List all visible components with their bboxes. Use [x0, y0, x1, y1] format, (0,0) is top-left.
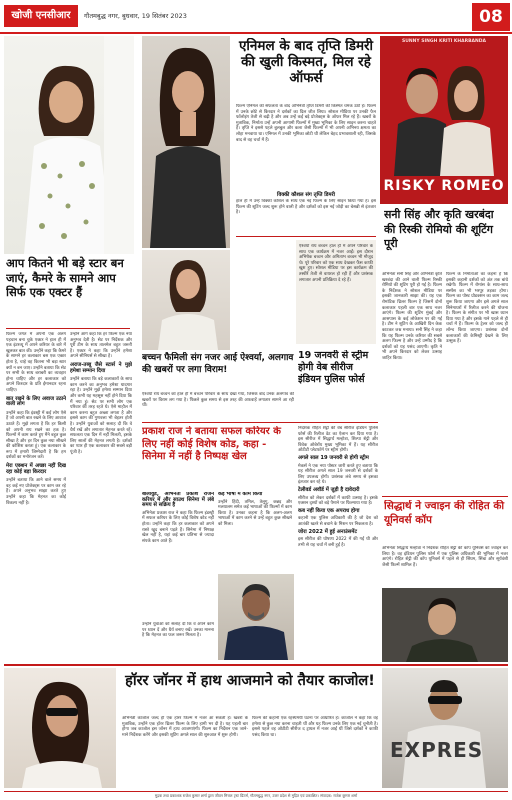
aishwarya-photo — [142, 250, 230, 350]
tripti-body: फिल्म एनिमल की सफलता के बाद अभिनेत्री तृप्ति डिमरी की किस्मत चमक उठी है। फिल्म में उनके छोटे से किरदार ने दर्शकों का दिल जीत लिया। सोशल मीडिया पर उनकी फैन फॉलोइंग तेजी से बढ़ी है और अब उन्हें कई बड़े प्रोजेक्ट्स के ऑफर मिल रहे हैं। खबरों के मुताबिक, निर्माता उन्हें अपनी आगामी फिल्मों में मुख्य भूमिका के लिए साइन करना चाहते हैं। तृप्ति ने इससे पहले बुलबुल और कला जैसी फिल्मों में भी अपनी अभिनय क्षमता का लोहा मनवाया था। एनिमल में उनकी भूमिका छोटी थी लेकिन बेहद प्रभावशाली रही, जिसके बाद से वह चर्चा में हैं। — [236, 104, 376, 143]
bachchan-body: ऐश्वर्या राय बच्चन को हाल ही में बच्चन परिवार के साथ देखा गया, जिसके बाद उनके अलगाव की खबरों पर विराम लग गया है। पिछले कुछ समय से इस तरह की अफवाहें लगातार सामने आ रही थीं। — [142, 392, 294, 409]
prakash-subhead-1: बॉलीवुड, अभिनेता प्रकाश राजने करियर में और साउथ सिनेमा में लंबे समय से सक्रिय है — [142, 492, 214, 509]
series-body: निर्देशक रोहित शेट्टी की वेब सीरीज इंडियन पुलिस फोर्स की रिलीज डेट का ऐलान कर दिया गया है। इस सीरीज में सिद्धार्थ मल्होत्रा, शिल्पा शेट्टी और विवेक ओबेरॉय मुख्य भूमिका में हैं। यह सीरीज ओटीटी प्लेटफॉर्म पर स्ट्रीम होगी। अगले साल 19 जनवरी से होगी स्ट्रीम मेकर्स ने एक नया पोस्टर जारी करते हुए बताया कि यह सीरीज अगले साल 19 जनवरी से दर्शकों के लिए उपलब्ध होगी। प्रशंसक लंबे समय से इसका इंतजार कर रहे थे। टेलीवर्ड अवॉर्ड में जुड़ी है दावेदारी सीरीज को लेकर दर्शकों में काफी उत्साह है। इसके एक्शन दृश्यों को बड़े पैमाने पर फिल्माया गया है। कब नहीं किया एक अपराध होगा कहानी एक पुलिस अधिकारी की है जो देश को आतंकी खतरे से बचाने के मिशन पर निकलता है। जोरा 2022 में हुई अनाउंसमेंट इस सीरीज की घोषणा 2022 में की गई थी और तभी से यह चर्चा में बनी हुई है। — [298, 426, 378, 548]
siddharth-headline: सिद्धार्थ ने ज्वाइन की रोहित की यूनिवर्स कॉप — [384, 500, 505, 526]
series-subhead-4: जोरा 2022 में हुई अनाउंसमेंट — [298, 528, 357, 535]
divider — [142, 422, 378, 423]
film-still-text: EXPRES — [390, 738, 484, 762]
siddharth-body: अभिनेता सिद्धार्थ मल्होत्रा ने निर्देशक रोहित शेट्टी की कॉप यूनिवर्स को ज्वाइन कर लिया है। वह इंडियन पुलिस फोर्स में एक पुलिस अधिकारी की भूमिका में नजर आएंगे। रोहित शेट्टी की कॉप यूनिवर्स में पहले से ही सिंघम, सिंबा और सूर्यवंशी जैसी फिल्में शामिल हैं। — [382, 546, 508, 568]
left-body-col2: उन्होंने आगे कहा कि हर फिल्म एक नया अनुभव देती है। सेट पर निर्देशक और पूरी टीम के साथ तालमेल बहुत जरूरी है। एक्टर ने कहा कि उन्होंने हमेशा अपने सीनियर्स से सीखा है। अराज-तब्बू जैसे स्टार्स ने मुझे हमेशा सम्मान दिया उन्होंने बताया कि बड़े कलाकारों के साथ काम करने का अनुभव हमेशा यादगार रहा है। उन्होंने मुझे हमेशा सम्मान दिया और कभी यह महसूस नहीं होने दिया कि मैं नया हूं। सेट पर सभी लोग एक परिवार की तरह रहते थे। ऐसे माहौल में काम करना बहुत अच्छा लगता है और इससे काम की गुणवत्ता भी बेहतर होती है। उन्होंने युवाओं को सलाह दी कि वे धैर्य रखें और लगातार मेहनत करते रहें। सफलता एक दिन में नहीं मिलती, इसके लिए सालों की मेहनत लगती है। दर्शकों का प्यार ही एक कलाकार की सबसे बड़ी पूंजी है। — [70, 332, 132, 455]
divider — [382, 496, 508, 497]
left-subhead-2: अराज-तब्बू जैसे स्टार्स ने मुझे हमेशा सम्मान दिया — [70, 361, 132, 374]
risky-body-col2: फिल्म के निर्माताओं का कहना है कि इसकी कहानी दर्शकों को अंत तक बांधे रखेगी। फिल्म में रोमांस के साथ-साथ सस्पेंस का भी भरपूर तड़का होगा। फिल्म का पोस्ट प्रोडक्शन का काम जल्द शुरू किया जाएगा और इसे अगले साल सिनेमाघरों में रिलीज करने की योजना है। फिल्म के संगीत पर भी खास ध्यान दिया गया है और इसके गाने पहले से ही चर्चा में हैं। फिल्म के ट्रेलर को जल्द ही लॉन्च किया जाएगा। प्रशंसक दोनों कलाकारों की केमिस्ट्री देखने के लिए उत्सुक हैं। — [446, 272, 508, 345]
risky-body-col1: अभिनेता सनी सिंह और अभिनेत्री कृति खरबंदा की आने वाली फिल्म रिस्की रोमियो की शूटिंग पूरी हो गई है। फिल्म के निर्देशक ने सोशल मीडिया पर इसकी जानकारी साझा की। यह एक रोमांटिक थ्रिलर फिल्म है जिसमें दोनों कलाकार पहली बार एक साथ नजर आएंगे। फिल्म की शूटिंग मुंबई और आसपास के कई लोकेशन पर की गई है। टीम ने शूटिंग के आखिरी दिन केक काटकर जश्न मनाया। सनी सिंह ने कहा कि यह फिल्म उनके करियर की सबसे अलग फिल्म है और उन्हें उम्मीद है कि दर्शकों को यह पसंद आएगी। कृति ने भी अपने किरदार को लेकर उत्साह जाहिर किया। — [382, 272, 442, 361]
left-subhead-3: मेरा एक्शन में अच्छा नहीं दिख रहा कोई बड़ा किरदार — [6, 463, 66, 475]
tripti-photo — [142, 36, 230, 248]
prakash-raj-photo — [218, 574, 294, 660]
footer-imprint: मुद्रक तथा प्रकाशक राजेश कुमार शर्मा द्वारा जीवन मित्तल ट्रस्ट प्रिंटर्स, गौतमबुद्ध नगर, उत्तर प्रदेश से मुद्रित एवं प्रकाशित। संपादक: राजेश कुमार शर्मा — [4, 791, 508, 799]
series-subhead-3: कब नहीं किया एक अपराध होगा — [298, 507, 360, 514]
poster-cast-names: SUNNY SINGH KRITI KHARBANDA — [402, 39, 486, 44]
prakash-body-col2: कई भाषा में काम किया उन्होंने हिंदी, तमिल, तेलुगु, कन्नड़ और मलयालम समेत कई भाषाओं की फिल्मों में काम किया है। उनका कहना है कि अलग-अलग भाषाओं में काम करने से उन्हें बहुत कुछ सीखने को मिला। — [218, 492, 292, 527]
prakash-subhead-2: कई भाषा में काम किया — [218, 492, 263, 497]
page-number: 08 — [472, 3, 510, 31]
prakash-body-col1: बॉलीवुड, अभिनेता प्रकाश राजने करियर में और साउथ सिनेमा में लंबे समय से सक्रिय है अभिनेता प्रकाश राज ने कहा कि फिल्म इंडस्ट्री में सफल करियर के लिए कोई विशेष कोड नहीं होता। उन्होंने कहा कि हर कलाकार को अपने रास्ते खुद बनाने पड़ते हैं। सिनेमा में निष्पक्ष खेल नहीं है, यहां कई बार प्रतिभा से ज्यादा संपर्क काम आते हैं। — [142, 492, 214, 544]
left-body-col1: फिल्म जगत में अपनी एक अलग पहचान बना चुके एक्टर ने हाल ही में एक इंटरव्यू में अपने करियर के बारे में खुलकर बात की। उन्होंने कहा कि कैमरे के सामने हर कलाकार बस एक एक्टर होता है, चाहे वह कितना भी बड़ा स्टार क्यों न बन जाए। उन्होंने बताया कि सेट पर सभी के साथ बराबरी का व्यवहार होना चाहिए और हर कलाकार को अपने किरदार के प्रति ईमानदार रहना चाहिए। बात रखने के लिए अवाज उठाने वाली लोग उन्होंने कहा कि इंडस्ट्री में कई लोग ऐसे हैं जो अपनी बात रखने के लिए आवाज उठाते हैं। मुझे लगता है कि हर किसी को अपनी राय रखने का हक है। फिल्मों में काम करते हुए मैंने बहुत कुछ सीखा है और हर दिन कुछ नया सीखने की कोशिश करता हूं। एक कलाकार के रूप में हमारी जिम्मेदारी है कि हम दर्शकों का मनोरंजन करें। मेरा एक्शन में अच्छा नहीं दिख रहा कोई बड़ा किरदार उन्होंने बताया कि आने वाले समय में वह कई नए प्रोजेक्ट्स पर काम कर रहे हैं। अपने अनुभव साझा करते हुए उन्होंने कहा कि मेहनत का कोई विकल्प नहीं है। — [6, 332, 66, 506]
poster-title: RISKY ROMEO — [383, 178, 505, 194]
prakash-body-col3: उन्होंने युवाओं को सलाह दी कि वे अपने काम पर ध्यान दें और धैर्य बनाए रखें। उनका मानना है कि मेहनत का फल जरूर मिलता है। — [142, 622, 214, 639]
divider — [4, 664, 508, 666]
divider — [236, 236, 376, 237]
risky-romeo-headline: सनी सिंह और कृति खरबंदा की रिस्की रोमियो की शूटिंग पूरी — [384, 208, 494, 250]
prakash-headline: प्रकाश राज ने बताया सफल करियर के लिए नहीं कोई विशेष कोड, कहा - सिनेमा में नहीं है निष्पक्ष खेल — [142, 426, 281, 462]
tripti-body-2: हाल ही में उन्हें विक्की कौशल के साथ एक नई फिल्म के लिए साइन किया गया है। इस फिल्म की शूटिंग जल्द शुरू होने वाली है और दर्शकों को इस नई जोड़ी का बेसब्री से इंतजार है। — [236, 199, 376, 216]
kajol-body-col2: फिल्म की कहानी एक रहस्यमयी घटना पर आधारित है। काजोल ने कहा कि वह हमेशा से कुछ नया करना चाहती थीं और यह फिल्म उनके लिए एक नई चुनौती है। इससे पहले वह ओटीटी सीरीज द ट्रायल में नजर आई थीं जिसे दर्शकों ने काफी पसंद किया था। — [252, 716, 378, 738]
kajol-headline: हॉरर जॉनर में हाथ आजमाने को तैयार काजोल! — [125, 673, 375, 689]
series-subhead-2: टेलीवर्ड अवॉर्ड में जुड़ी है दावेदारी — [298, 486, 360, 493]
kajol-body-col1: अभिनेत्री काजोल जल्द ही एक हॉरर फिल्म में नजर आ सकती हैं। खबरों के मुताबिक, उन्होंने एक हॉरर थ्रिलर फिल्म के लिए हामी भर दी है। यह पहली बार होगा जब काजोल इस जॉनर में हाथ आजमाएंगी। फिल्म का निर्देशन एक जाने-माने निर्देशक करेंगे और इसकी शूटिंग अगले साल की शुरुआत में शुरू होगी। — [122, 716, 248, 738]
tripti-subhead: विक्की कौशल संग तृप्ति डिमरी — [277, 192, 335, 198]
dateline: गौतमबुद्ध नगर, बुधवार, 19 सितंबर 2023 — [84, 12, 187, 20]
series-headline: 19 जनवरी से स्ट्रीम होगी वेब सीरीज इंडियन पुलिस फोर्स — [298, 350, 369, 385]
sidebar-text: ऐश्वर्या राय बच्चन हाल ही में अपने परिवार के साथ एक कार्यक्रम में नजर आईं। इस दौरान अभिषेक बच्चन और अमिताभ बच्चन भी मौजूद थे। पूरे परिवार को एक साथ देखकर फैंस काफी खुश हुए। सोशल मीडिया पर इस कार्यक्रम की तस्वीरें तेजी से वायरल हो रही हैं और प्रशंसक लगातार अपनी प्रतिक्रिया दे रहे हैं। — [299, 244, 373, 283]
section-label: खोजी एनसीआर — [4, 5, 78, 27]
series-subhead-1: अगले साल 19 जनवरी से होगी स्ट्रीम — [298, 454, 369, 461]
siddharth-photo — [382, 588, 508, 662]
divider — [6, 328, 130, 329]
kajol-film-still — [382, 668, 508, 788]
left-headline: आप कितने भी बड़े स्टार बन जाएं, कैमरे के सामने आप सिर्फ एक एक्टर हैं — [6, 256, 124, 299]
left-subhead-1: बात रखने के लिए अवाज उठाने वाली लोग — [6, 395, 66, 408]
risky-romeo-poster — [380, 36, 508, 204]
actress-photo — [4, 36, 134, 254]
kajol-photo — [4, 668, 116, 788]
bachchan-headline: बच्चन फैमिली संग नजर आई ऐश्वर्या, अलगाव की खबरों पर लगा विराम! — [142, 353, 294, 375]
tripti-headline: एनिमल के बाद तृप्ति डिमरी की खुली किस्मत, मिल रहे ऑफर्स — [238, 38, 374, 86]
